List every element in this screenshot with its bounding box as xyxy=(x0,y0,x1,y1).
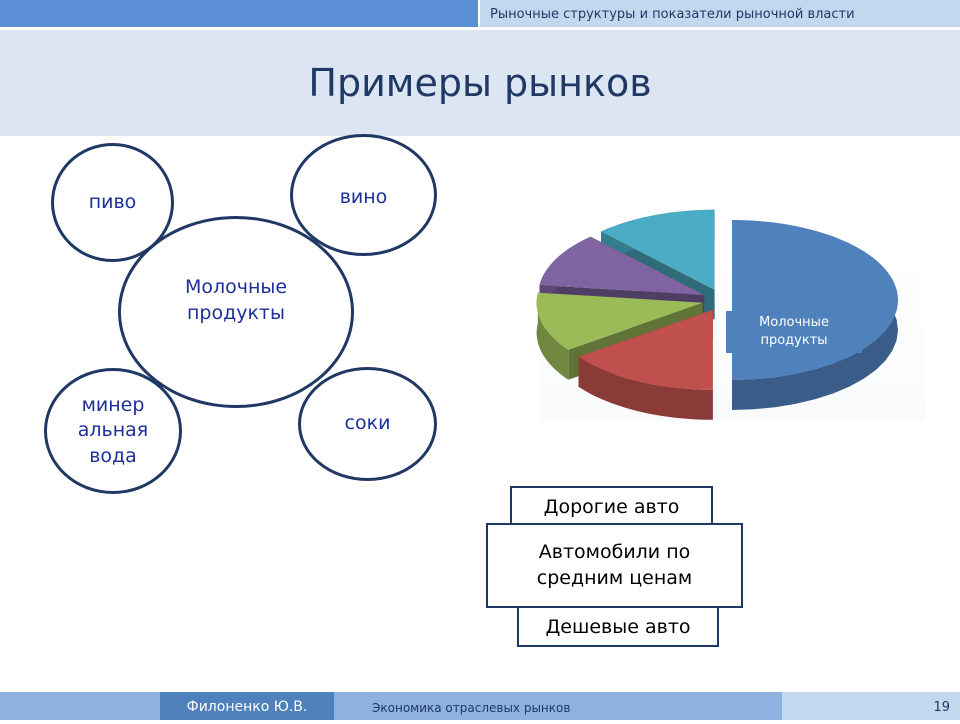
footer-course: Экономика отраслевых рынков xyxy=(334,692,782,720)
circle-dairy-label: Молочные продукты xyxy=(184,276,288,324)
circle-wine: вино xyxy=(290,134,437,256)
page-title: Примеры рынков xyxy=(308,61,652,105)
header-subtitle: Рыночные структуры и показатели рыночной власти xyxy=(480,0,960,27)
header-bar-left xyxy=(0,0,478,27)
footer-author: Филоненко Ю.В. xyxy=(160,692,334,720)
footer-page-number: 19 xyxy=(782,692,960,720)
circle-dairy xyxy=(118,216,354,408)
box-expensive-cars: Дорогие авто xyxy=(510,486,713,530)
box-mid-price-cars xyxy=(486,523,743,608)
box-cheap-cars: Дешевые авто xyxy=(517,604,719,647)
circle-beer: пиво xyxy=(51,143,174,262)
box-mid-price-cars-label: Автомобили по средним ценам xyxy=(536,540,693,589)
circle-mineral-water-label: минер альная вода xyxy=(77,393,149,467)
footer-bar-left xyxy=(0,692,160,720)
circle-juice: соки xyxy=(298,367,437,481)
pie-label-dairy: Молочные продукты xyxy=(759,315,829,348)
